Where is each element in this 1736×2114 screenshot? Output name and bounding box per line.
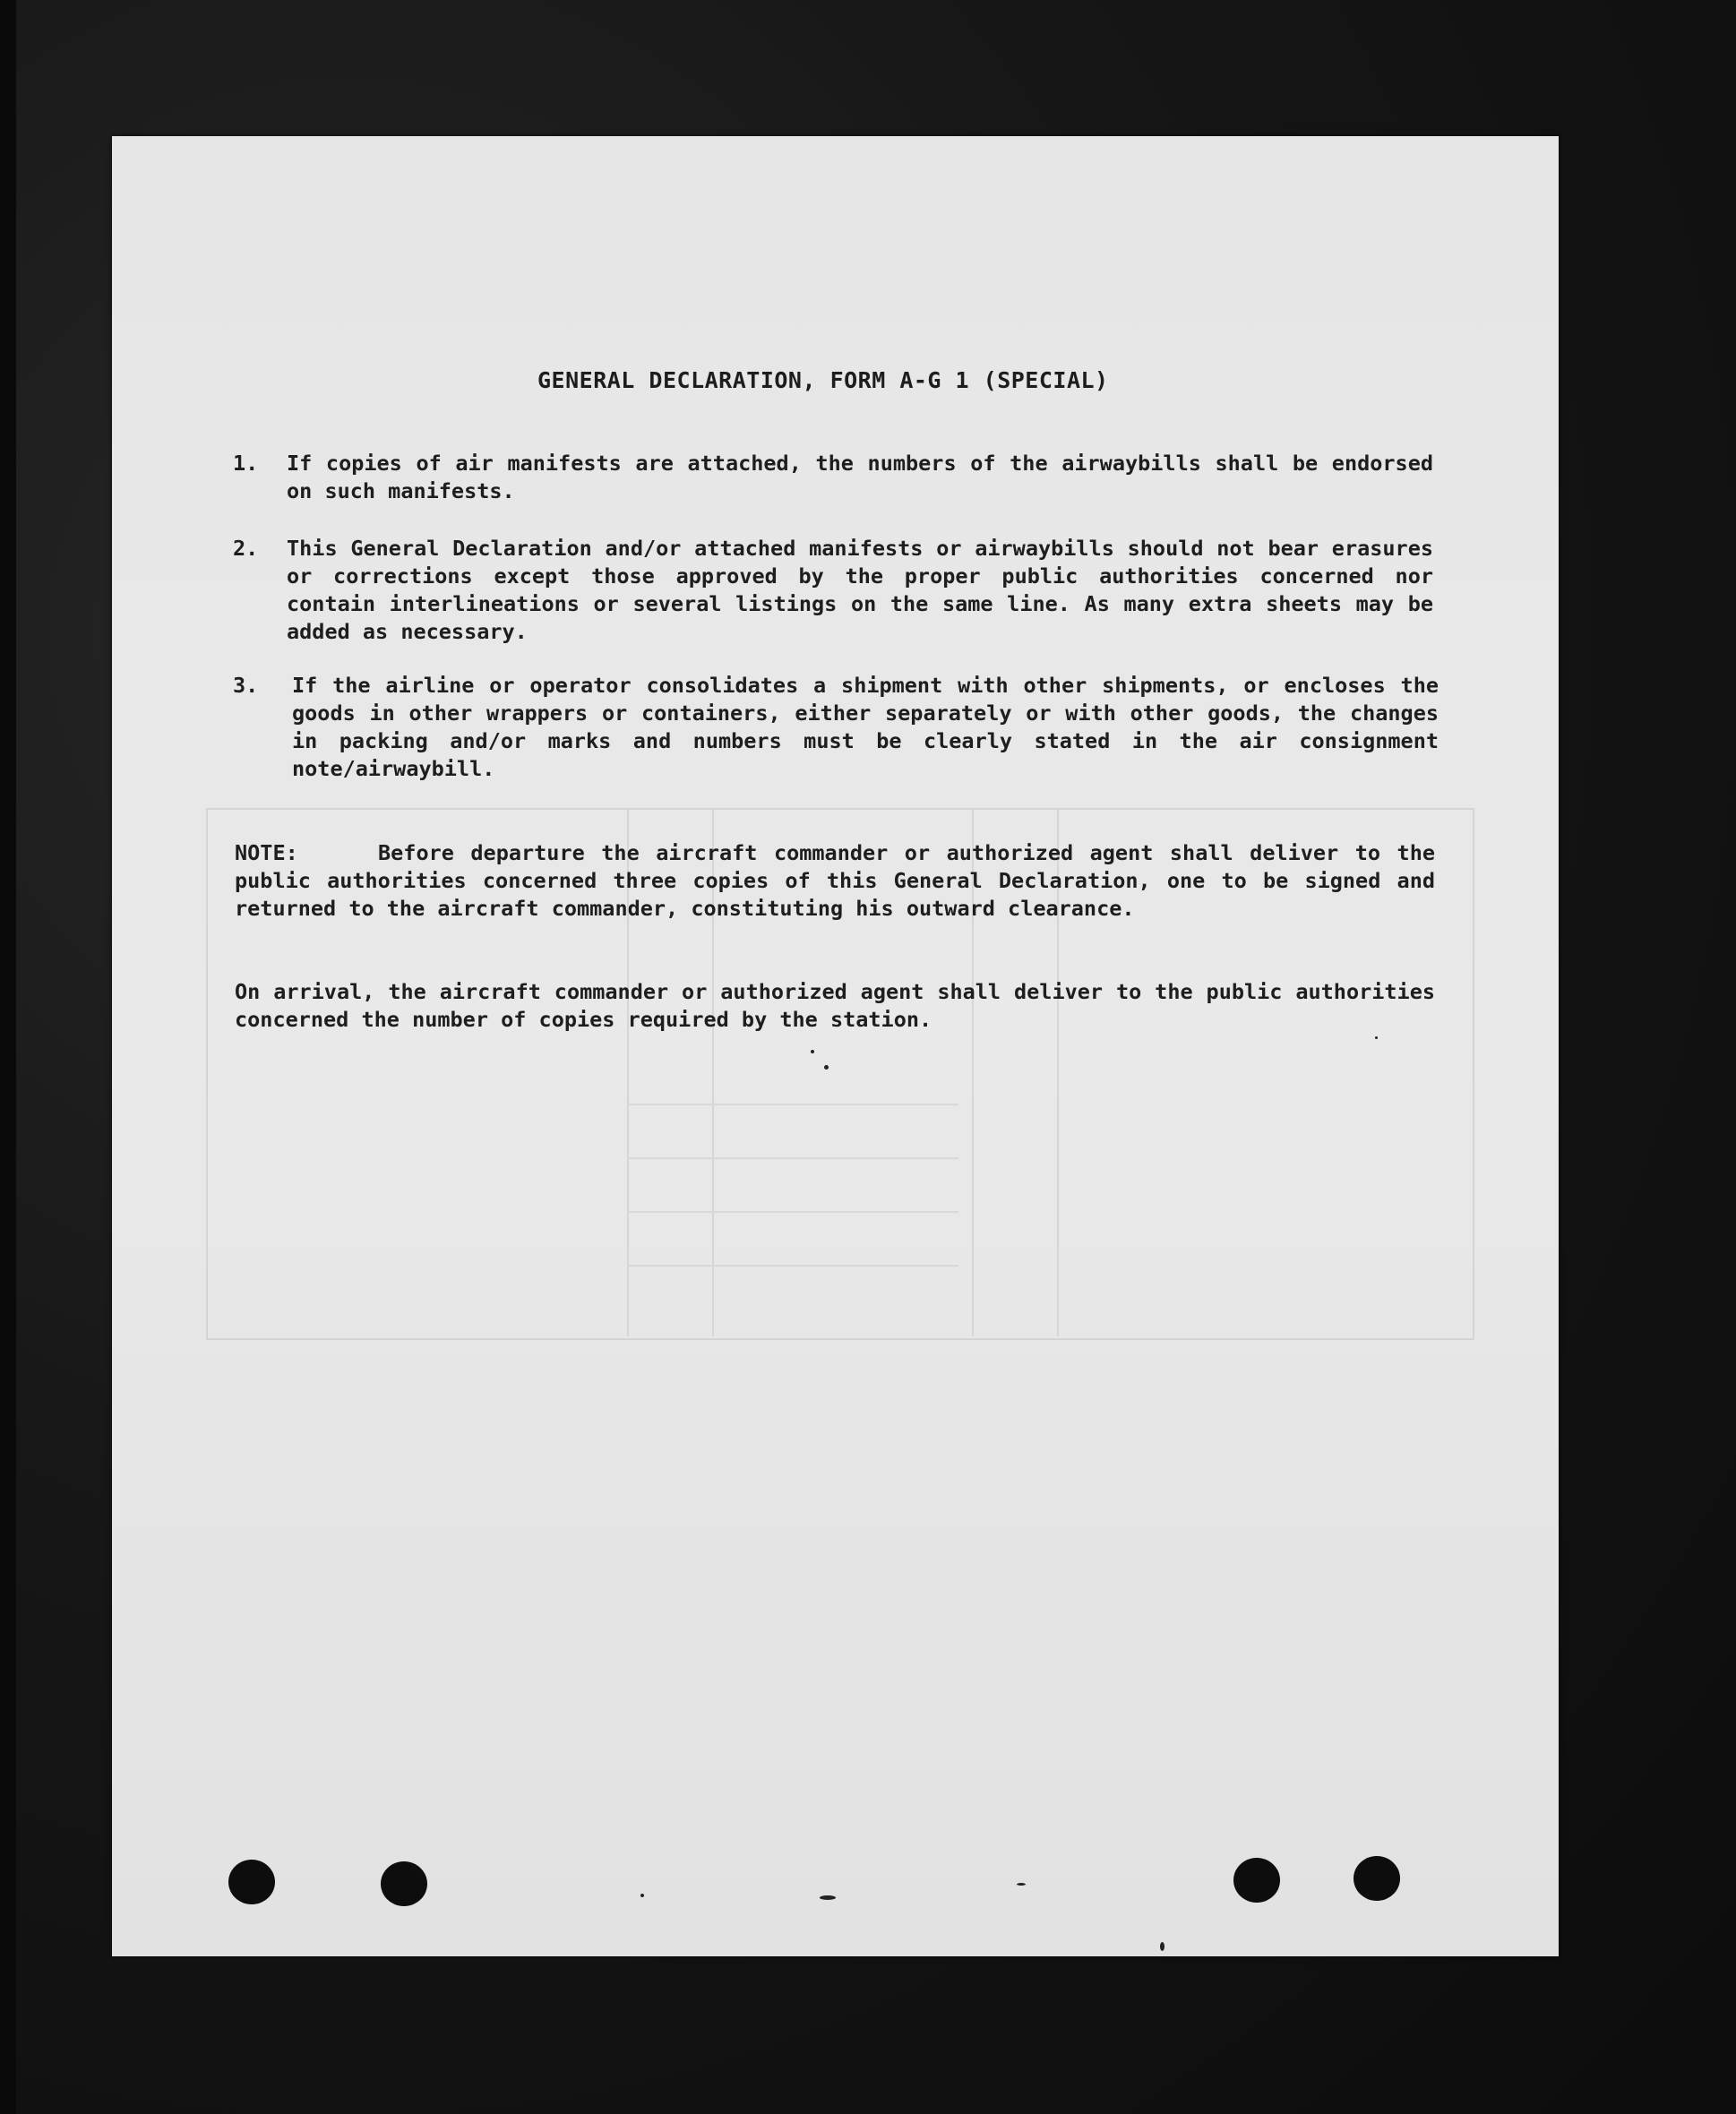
reverse-side-table-rule — [627, 1104, 958, 1105]
departure-note — [235, 839, 1435, 923]
punch-hole — [1354, 1856, 1400, 1901]
reverse-side-table-rule — [627, 1211, 958, 1213]
dust-speck — [811, 1050, 814, 1053]
film-edge — [0, 0, 16, 2114]
item-text: This General Declaration and/or attached manifests or airwaybills should not bear erasures or corrections except those approved by the proper public authorities concerned nor contain interlineations or several listings on the same line. As many extra sheets may be added as necessary. — [287, 536, 1433, 644]
reverse-side-table-rule — [627, 1157, 958, 1159]
page-title: GENERAL DECLARATION, FORM A-G 1 (SPECIAL) — [537, 367, 1109, 393]
dust-speck — [1375, 1036, 1378, 1039]
dust-speck — [1160, 1942, 1164, 1951]
item-text: If copies of air manifests are attached, the numbers of the airwaybills shall be endorsed on such manifests. — [287, 451, 1433, 503]
instruction-item-2 — [233, 535, 1550, 648]
dust-speck — [640, 1894, 644, 1897]
punch-hole — [1233, 1858, 1280, 1903]
punch-hole — [228, 1860, 275, 1904]
note-label: NOTE: — [235, 840, 298, 865]
note-text: Before departure the aircraft commander or authorized agent shall deliver to the public authorities concerned three copies of this General Declaration, one to be signed and returned to the aircraft commander, constituting his outward clearance. — [235, 840, 1435, 921]
punch-hole — [381, 1861, 427, 1906]
item-number: 2. — [233, 536, 259, 561]
item-number: 1. — [233, 451, 259, 476]
instruction-item-1 — [233, 450, 1550, 507]
instruction-item-3 — [233, 672, 1550, 785]
arrival-note: On arrival, the aircraft commander or authorized agent shall deliver to the public authorities concerned the number of copies required by the station. — [235, 979, 1435, 1032]
dust-speck — [1017, 1883, 1026, 1886]
reverse-side-table-rule — [627, 1265, 958, 1267]
item-number: 3. — [233, 673, 259, 698]
item-text: If the airline or operator consolidates a shipment with other shipments, or encloses the goods in other wrappers or containers, either separately or with other goods, the changes in packing and/or marks and numbers must be clearly stated in the air consignment note/airwaybill. — [292, 673, 1439, 781]
document-page — [112, 136, 1559, 1956]
dust-speck — [820, 1895, 836, 1900]
dust-speck — [824, 1065, 829, 1070]
